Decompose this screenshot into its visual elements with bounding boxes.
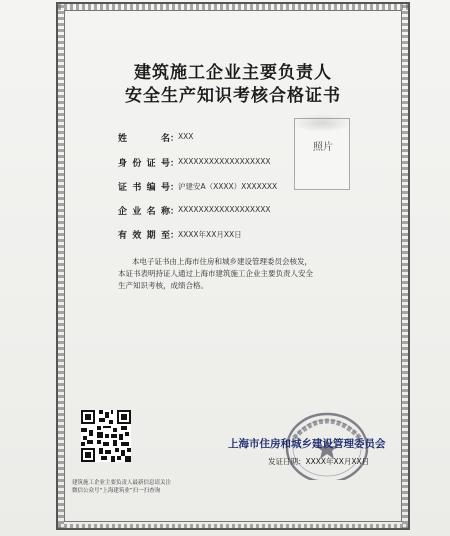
field-certificate-number-value: 沪建安A（XXXX）XXXXXXX [178,182,278,191]
certificate-title-line2: 安全生产知识考核合格证书 [125,86,341,106]
field-colon: ： [170,134,180,144]
qr-note-line2: 微信公众号“上海建筑业”扫一扫查询 [72,488,161,494]
field-colon: ： [170,183,180,193]
field-colon: ： [170,231,180,241]
issuing-authority: 上海市住房和城乡建设管理委员会 [228,438,386,450]
certificate-statement-line2: 本证书表明持证人通过上海市建筑施工企业主要负责人安全 [118,269,313,278]
field-valid-until-value: XXXX年XX月XX日 [178,230,242,239]
issue-date: 发证日期：XXXX年XX月XX日 [268,457,370,466]
qr-note-line1: 建筑施工企业主要负责人最新信息请关注 [72,480,172,486]
field-company-name-value: XXXXXXXXXXXXXXXXXX [178,205,271,214]
embossed-stamp-mark [292,114,352,132]
field-id-number-label: 身份证号 [118,159,170,169]
photo-label: 照片 [313,142,333,153]
certificate-statement-line1: 本电子证书由上海市住房和城乡建设管理委员会核发， [132,257,312,266]
certificate-title-line1: 建筑施工企业主要负责人 [134,63,332,83]
field-valid-until-label: 有效期至 [118,231,170,241]
qr-code-icon [81,410,131,462]
field-id-number-value: XXXXXXXXXXXXXXXXXX [178,157,271,166]
field-name-label: 姓名 [118,134,170,144]
field-colon: ： [170,207,180,217]
field-certificate-number-label: 证书编号 [118,183,170,193]
field-name-value: XXX [178,132,194,141]
field-company-name-label: 企业名称 [118,207,170,217]
field-colon: ： [170,159,180,169]
certificate-statement-line3: 生产知识考核，成绩合格。 [118,281,208,290]
